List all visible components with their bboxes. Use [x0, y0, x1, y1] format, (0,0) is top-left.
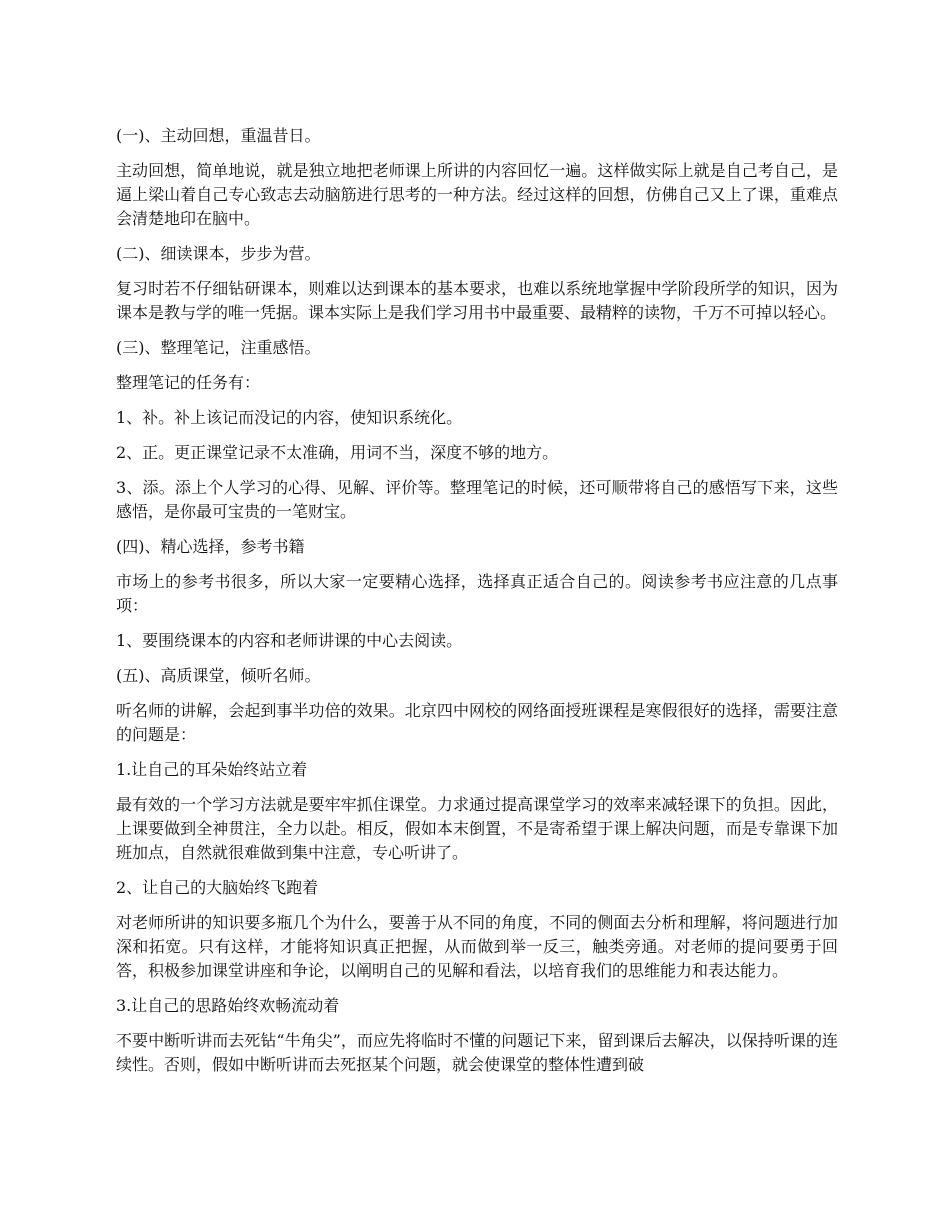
subheading: 3.让自己的思路始终欢畅流动着: [116, 996, 340, 1015]
paragraph: 复习时若不仔细钻研课本，则难以达到课本的基本要求，也难以系统地掌握中学阶段所学的知识，因为课本是教与学的唯一凭据。课本实际上是我们学习用书中最重要、最精粹的读物，千万不可掉以轻心。: [116, 279, 838, 322]
paragraph: 听名师的讲解，会起到事半功倍的效果。北京四中网校的网络面授班课程是寒假很好的选择，需要注意的问题是：: [116, 701, 838, 744]
section-heading-2: (二)、细读课本，步步为营。: [116, 244, 321, 263]
document-body: [116, 124, 838, 1088]
section-heading-4: (四)、精心选择，参考书籍: [116, 537, 305, 556]
paragraph: 主动回想，简单地说，就是独立地把老师课上所讲的内容回忆一遍。这样做实际上就是自己考自己，是逼上梁山着自己专心致志去动脑筋进行思考的一种方法。经过这样的回想，仿佛自己又上了课，重难点会清楚地印在脑中。: [116, 161, 838, 228]
section-heading-1: (一)、主动回想，重温昔日。: [116, 126, 321, 145]
subheading: 1.让自己的耳朵始终站立着: [116, 760, 308, 779]
list-item: 3、添。添上个人学习的心得、见解、评价等。整理笔记的时候，还可顺带将自己的感悟写下来，这些感悟，是你最可宝贵的一笔财宝。: [116, 478, 838, 521]
list-item: 1、要围绕课本的内容和老师讲课的中心去阅读。: [116, 631, 463, 650]
section-heading-3: (三)、整理笔记，注重感悟。: [116, 338, 321, 357]
paragraph: 整理笔记的任务有：: [116, 373, 261, 392]
paragraph: 不要中断听讲而去死钻“牛角尖”，而应先将临时不懂的问题记下来，留到课后去解决，以保持听课的连续性。否则，假如中断听讲而去死抠某个问题，就会使课堂的整体性遭到破: [116, 1031, 838, 1074]
list-item: 1、补。补上该记而没记的内容，使知识系统化。: [116, 408, 463, 427]
paragraph: 最有效的一个学习方法就是要牢牢抓住课堂。力求通过提高课堂学习的效率来减轻课下的负担。因此，上课要做到全神贯注，全力以赴。相反，假如本末倒置，不是寄希望于课上解决问题，而是专靠课下加班加点，自然就很难做到集中注意，专心听讲了。: [116, 795, 838, 862]
paragraph: 对老师所讲的知识要多瓶几个为什么，要善于从不同的角度，不同的侧面去分析和理解，将问题进行加深和拓宽。只有这样，才能将知识真正把握，从而做到举一反三，触类旁通。对老师的提问要勇于回答，积极参加课堂讲座和争论，以阐明自己的见解和看法，以培育我们的思维能力和表达能力。: [116, 913, 838, 980]
list-item: 2、正。更正课堂记录不太准确，用词不当，深度不够的地方。: [116, 443, 559, 462]
paragraph: 市场上的参考书很多，所以大家一定要精心选择，选择真正适合自己的。阅读参考书应注意的几点事项：: [116, 572, 838, 615]
section-heading-5: (五)、高质课堂，倾听名师。: [116, 666, 321, 685]
subheading: 2、让自己的大脑始终飞跑着: [116, 878, 319, 897]
